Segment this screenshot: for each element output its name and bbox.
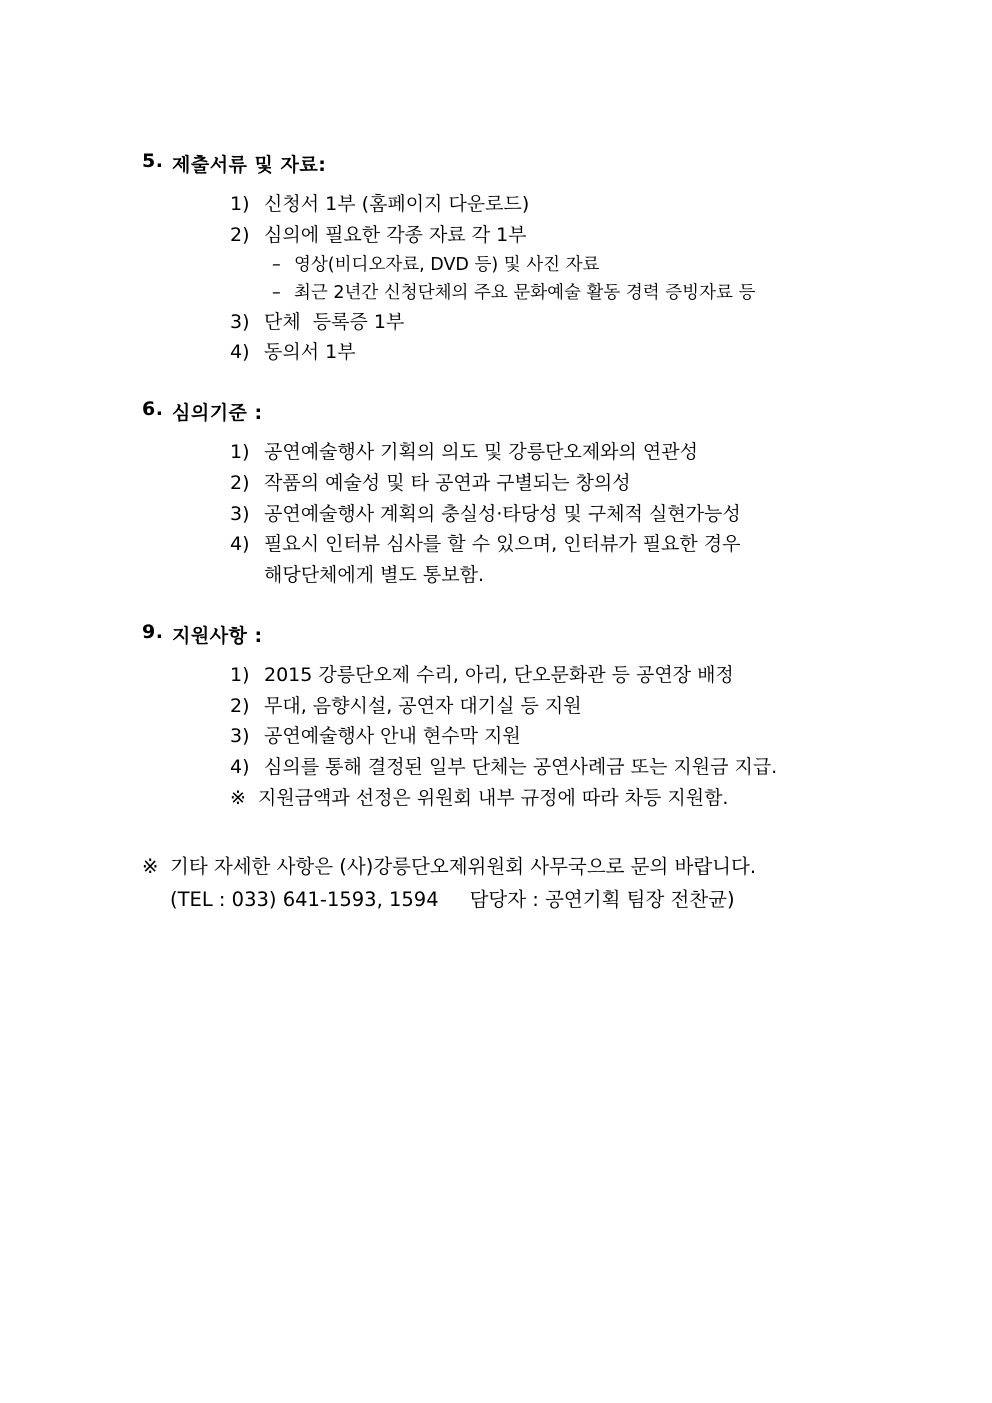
note-text: 지원금액과 선정은 위원회 내부 규정에 따라 차등 지원함. (258, 786, 729, 809)
item-continuation: 해당단체에게 별도 통보함. (264, 564, 485, 587)
item-marker: 3) (230, 310, 250, 333)
item-marker: 4) (230, 341, 250, 364)
section-item-list (120, 189, 872, 368)
item-marker: 1) (230, 441, 250, 464)
item-text: 심의를 통해 결정된 일부 단체는 공연사례금 또는 지원금 지급. (264, 756, 778, 779)
list-item (230, 468, 872, 499)
subitem-marker: – (272, 254, 281, 275)
item-text: 심의에 필요한 각종 자료 각 1부 (264, 223, 527, 246)
list-item (230, 337, 872, 368)
item-text: 2015 강릉단오제 수리, 아리, 단오문화관 등 공연장 배정 (264, 663, 734, 686)
item-text: 공연예술행사 기획의 의도 및 강릉단오제와의 연관성 (264, 441, 698, 464)
item-marker: 2) (230, 694, 250, 717)
document-footer (120, 850, 872, 916)
section-heading (142, 398, 872, 425)
list-item (230, 529, 872, 560)
item-text: 동의서 1부 (264, 341, 356, 364)
section-number: 6. (142, 398, 164, 421)
item-marker: 1) (230, 663, 250, 686)
list-subitem (272, 279, 872, 307)
item-marker: 2) (230, 471, 250, 494)
list-subitem (272, 251, 872, 279)
section-heading (142, 150, 872, 177)
item-marker: 3) (230, 502, 250, 525)
list-item (230, 220, 872, 251)
item-text: 필요시 인터뷰 심사를 할 수 있으며, 인터뷰가 필요한 경우 (264, 533, 741, 556)
list-item-note (230, 783, 872, 814)
section-title: 제출서류 및 자료: (172, 154, 327, 176)
footer-note-text: 기타 자세한 사항은 (사)강릉단오제위원회 사무국으로 문의 바랍니다. (170, 854, 757, 878)
item-text: 공연예술행사 계획의 충실성·타당성 및 구체적 실현가능성 (264, 502, 741, 525)
section-title: 심의기준 : (172, 402, 263, 425)
footer-contact-line (170, 883, 872, 916)
section-item-list (120, 437, 872, 591)
item-text: 신청서 1부 (홈페이지 다운로드) (264, 193, 530, 215)
section-number: 5. (142, 150, 164, 172)
list-item (230, 307, 872, 338)
item-text: 공연예술행사 안내 현수막 지원 (264, 725, 521, 748)
item-text: 작품의 예술성 및 타 공연과 구별되는 창의성 (264, 471, 631, 494)
list-item (230, 499, 872, 530)
note-marker-icon: ※ (230, 786, 246, 809)
item-marker: 3) (230, 725, 250, 748)
list-item (230, 189, 872, 220)
subitem-text: 최근 2년간 신청단체의 주요 문화예술 활동 경력 증빙자료 등 (294, 282, 756, 303)
list-item (230, 437, 872, 468)
document-section-5 (120, 150, 872, 368)
list-item (230, 752, 872, 783)
document-section-6 (120, 398, 872, 591)
list-item (230, 691, 872, 722)
item-text: 무대, 음향시설, 공연자 대기실 등 지원 (264, 694, 582, 717)
item-marker: 2) (230, 223, 250, 246)
item-marker: 4) (230, 756, 250, 779)
note-marker-icon: ※ (142, 854, 159, 878)
list-item (230, 660, 872, 691)
section-number: 9. (142, 620, 164, 643)
document-section-9 (120, 621, 872, 814)
item-marker: 4) (230, 533, 250, 556)
section-heading (142, 621, 872, 648)
footer-note-line (142, 850, 872, 883)
subitem-text: 영상(비디오자료, DVD 등) 및 사진 자료 (294, 254, 600, 275)
subitem-marker: – (272, 282, 281, 303)
item-text: 단체 등록증 1부 (264, 310, 405, 333)
item-marker: 1) (230, 193, 250, 215)
footer-contact-text: (TEL : 033) 641-1593, 1594 담당자 : 공연기획 팀장 전찬균) (170, 887, 735, 911)
section-title: 지원사항 : (172, 624, 263, 647)
section-item-list (120, 660, 872, 814)
list-item (230, 721, 872, 752)
